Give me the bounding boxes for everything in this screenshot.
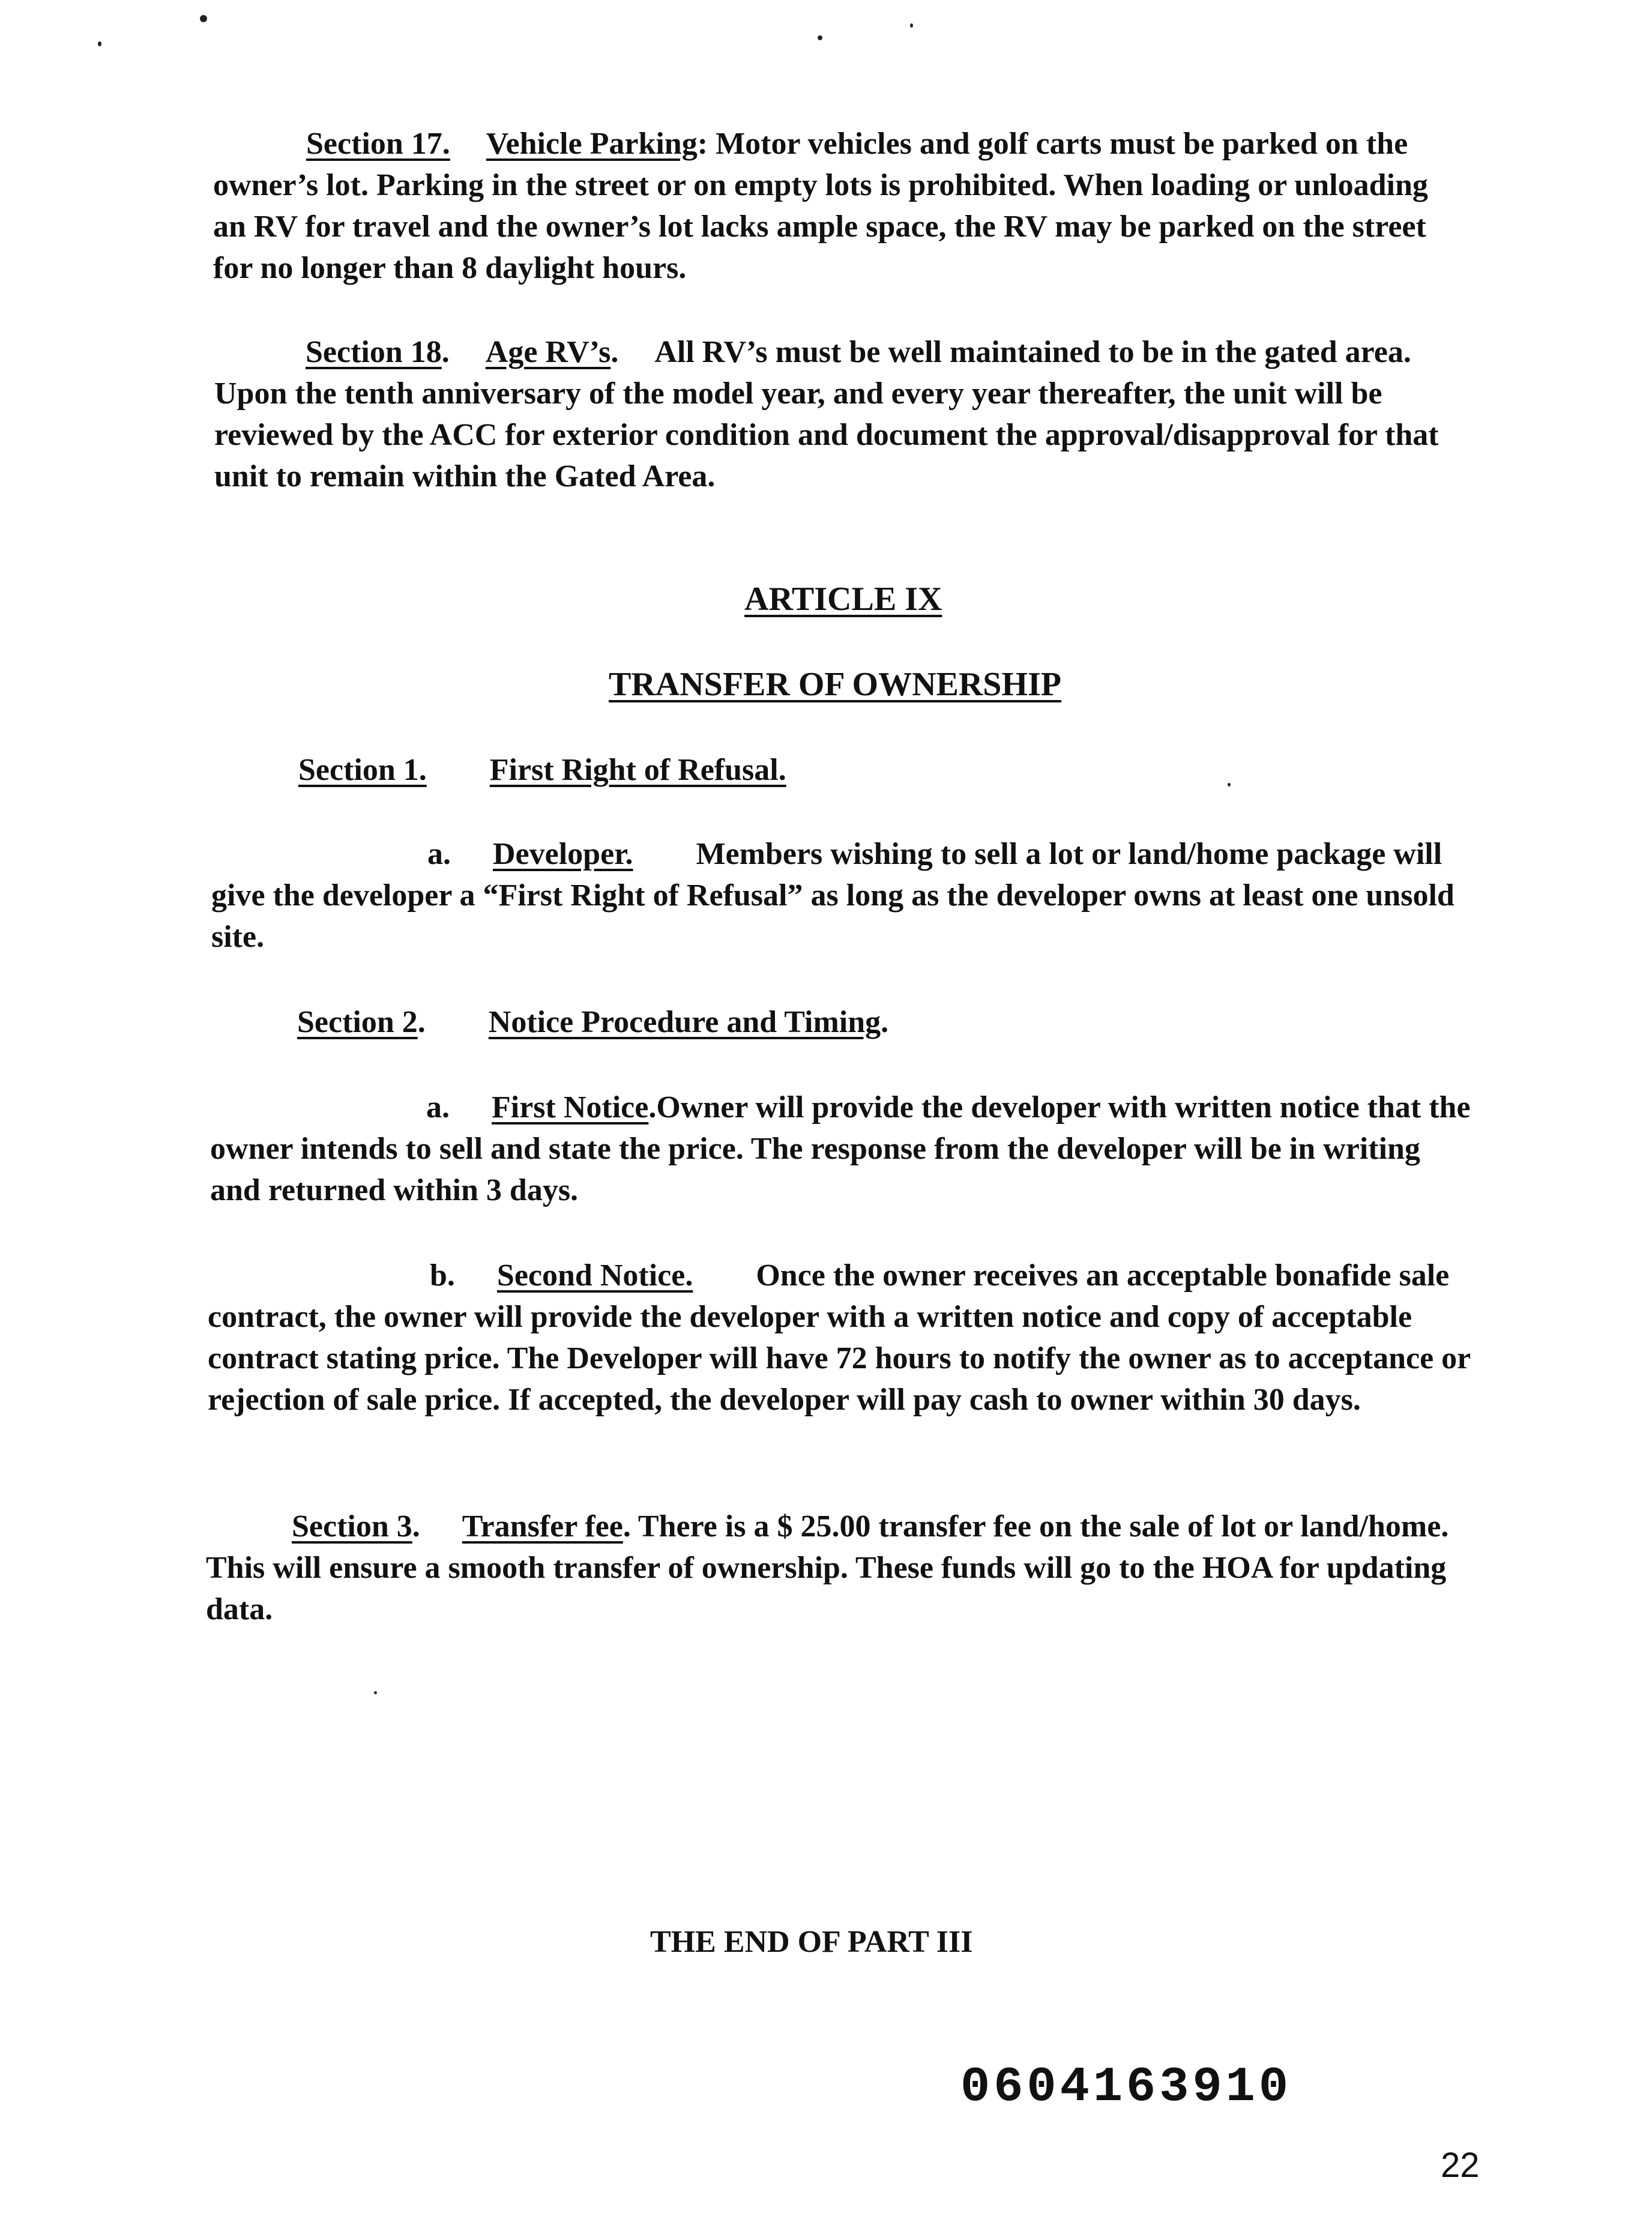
section-18-label-suffix: . xyxy=(441,335,450,369)
end-of-part-note: THE END OF PART III xyxy=(650,1925,973,1959)
section-2b-paragraph xyxy=(208,1255,1492,1420)
section-2a-paragraph xyxy=(210,1087,1471,1211)
section-1a-title: Developer. xyxy=(493,837,633,871)
section-18-label: Section 18 xyxy=(306,335,442,369)
article-title: TRANSFER OF OWNERSHIP xyxy=(609,666,1062,703)
article-number: ARTICLE IX xyxy=(744,581,942,618)
section-1a-marker: a. xyxy=(427,837,451,871)
section-2-label-suffix: . xyxy=(417,1005,426,1039)
section-2-title-suffix: . xyxy=(881,1005,889,1039)
section-17-paragraph xyxy=(213,123,1450,289)
section-2a-marker: a. xyxy=(426,1090,450,1125)
section-1-heading xyxy=(298,749,786,791)
scan-speck xyxy=(200,15,207,22)
section-2a-text: Owner will provide the developer with written notice that the owner intends to sell and state the price. The response from the developer will be in writing and returned within 3 days. xyxy=(210,1090,1471,1207)
section-17-title-suffix: : xyxy=(697,127,708,161)
section-3-text: There is a $ 25.00 transfer fee on the sale of lot or land/home. This will ensure a smooth transfer of ownership. These funds will go to the HOA for updating data. xyxy=(206,1509,1449,1626)
scan-speck xyxy=(910,23,913,28)
section-3-title-suffix: . xyxy=(623,1509,631,1544)
scan-speck xyxy=(1228,783,1231,786)
section-3-title: Transfer fee xyxy=(462,1509,623,1544)
section-18-text: All RV’s must be well maintained to be in the gated area. Upon the tenth anniversary of the model year, and every year thereafter, the unit will be reviewed by the ACC for exterior condition and document the approval/disapproval for that unit to remain within the Gated Area. xyxy=(214,335,1439,494)
section-1a-text: Members wishing to sell a lot or land/home package will give the developer a “First Right of Refusal” as long as the developer owns at least one unsold site. xyxy=(211,837,1455,954)
section-2b-title: Second Notice. xyxy=(496,1258,693,1293)
section-18-paragraph xyxy=(214,331,1487,497)
section-2b-text: Once the owner receives an acceptable bonafide sale contract, the owner will provide the developer with a written notice and copy of acceptable contract stating price. The Developer will have 72 hours to notify the owner as to acceptance or rejection of sale price. If accepted, the developer will pay cash to owner within 30 days. xyxy=(208,1258,1471,1417)
document-stamp-number: 0604163910 xyxy=(960,2059,1292,2115)
section-17-label: Section 17. xyxy=(306,127,450,161)
section-2a-title: First Notice xyxy=(492,1090,649,1125)
page-number: 22 xyxy=(1441,2146,1480,2185)
section-18-title-suffix: . xyxy=(610,335,619,369)
section-17-text: Motor vehicles and golf carts must be parked on the owner’s lot. Parking in the street or on empty lots is prohibited. When loading or unloading an RV for travel and the owner’s lot lacks ample space, the RV may be parked on the street for no longer than 8 daylight hours. xyxy=(213,127,1428,285)
section-18-title: Age RV’s xyxy=(485,335,611,369)
section-17-title: Vehicle Parking xyxy=(486,127,698,161)
section-2-title: Notice Procedure and Timing xyxy=(488,1005,881,1039)
section-1-label: Section 1. xyxy=(298,753,427,787)
scan-speck xyxy=(98,41,101,46)
section-1-title: First Right of Refusal. xyxy=(489,753,786,787)
section-2b-marker: b. xyxy=(430,1258,455,1293)
section-1a-paragraph xyxy=(211,833,1496,958)
scan-speck xyxy=(374,1691,377,1694)
section-2-heading xyxy=(297,1001,888,1043)
section-3-label: Section 3 xyxy=(292,1509,412,1544)
section-2a-title-suffix: . xyxy=(648,1090,657,1125)
section-2-label: Section 2 xyxy=(297,1005,418,1039)
section-3-paragraph xyxy=(206,1506,1467,1630)
scan-speck xyxy=(818,35,822,40)
section-3-label-suffix: . xyxy=(412,1509,420,1544)
